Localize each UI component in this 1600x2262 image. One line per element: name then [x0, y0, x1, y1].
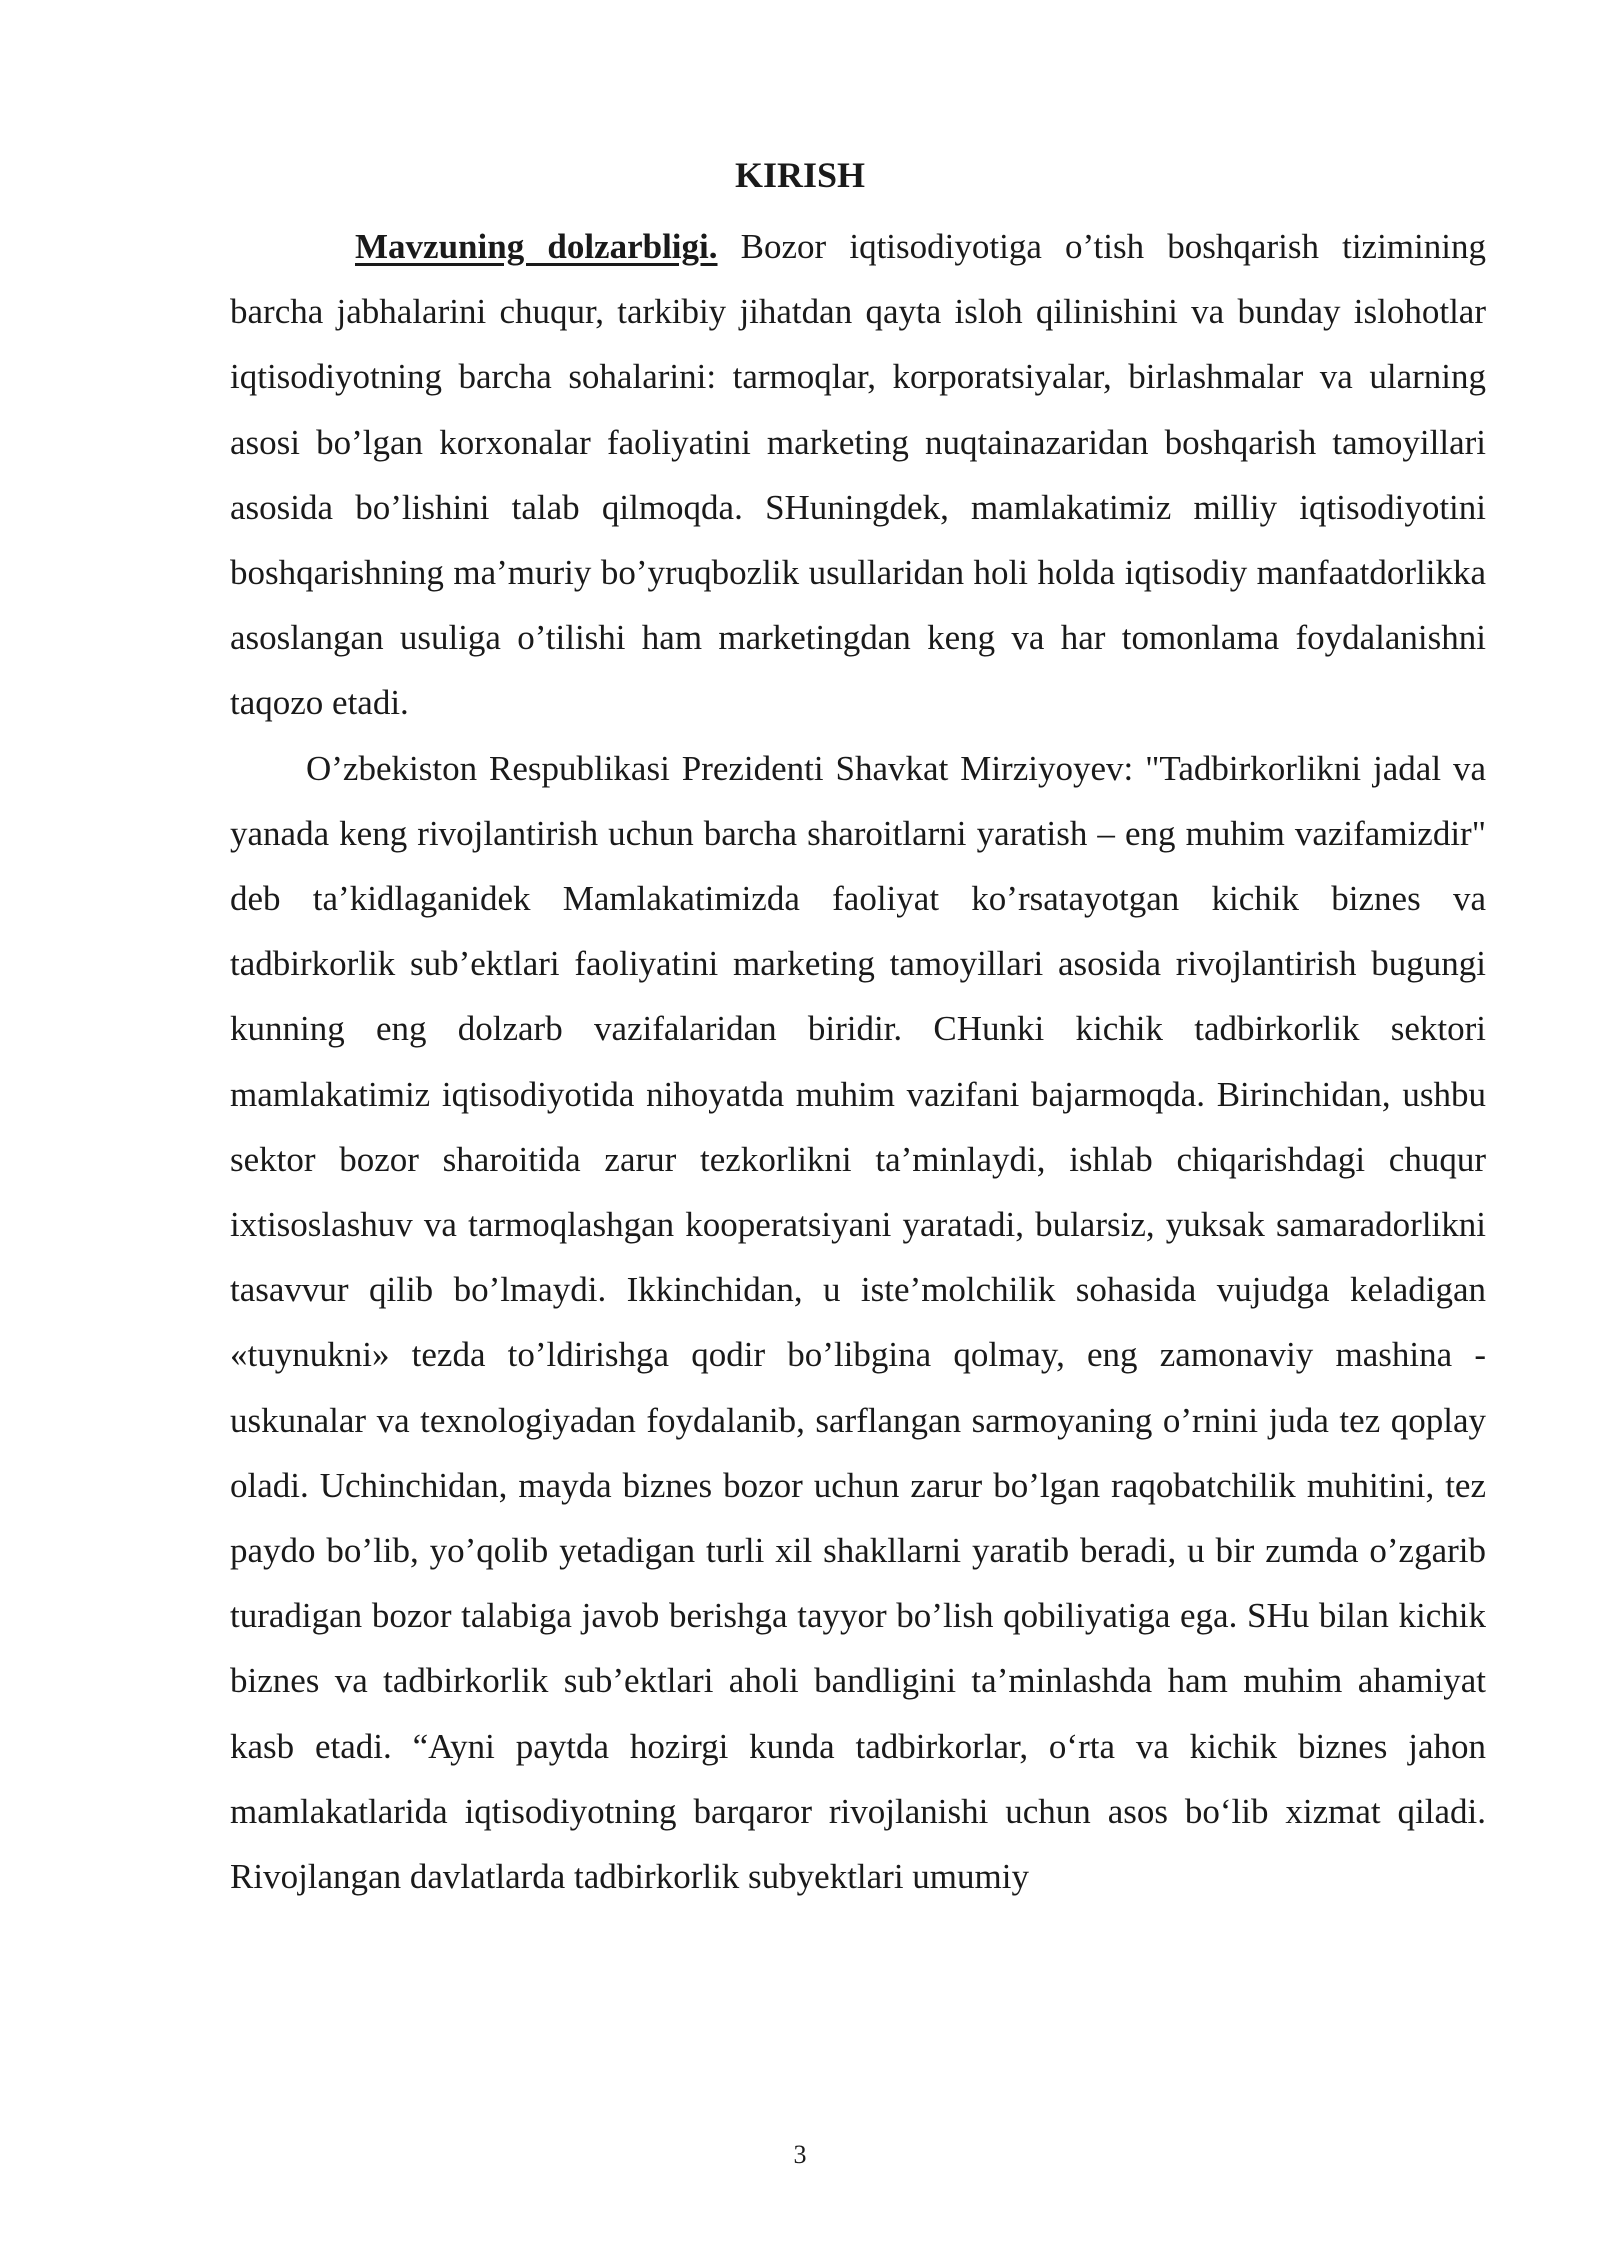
- body-text: [230, 214, 1486, 1909]
- paragraph-relevance: [230, 214, 1486, 736]
- paragraph-president-quote: O’zbekiston Respublikasi Prezidenti Shavkat Mirziyoyev: "Tadbirkorlikni jadal va yanada keng rivojlantirish uchun barcha sharoitlarni yaratish – eng muhim vazifamizdir" deb ta’kidlaganidek Mamlakatimizda faoliyat ko’rsatayotgan kichik biznes va tadbirkorlik sub’ektlari faoliyatini marketing tamoyillari asosida rivojlantirish bugungi kunning eng dolzarb vazifalaridan biridir. CHunki kichik tadbirkorlik sektori mamlakatimiz iqtisodiyotida nihoyatda muhim vazifani bajarmoqda. Birinchidan, ushbu sektor bozor sharoitida zarur tezkorlikni ta’minlaydi, ishlab chiqarishdagi chuqur ixtisoslashuv va tarmoqlashgan kooperatsiyani yaratadi, bularsiz, yuksak samaradorlikni tasavvur qilib bo’lmaydi. Ikkinchidan, u iste’molchilik sohasida vujudga keladigan «tuynukni» tezda to’ldirishga qodir bo’libgina qolmay, eng zamonaviy mashina - uskunalar va texnologiyadan foydalanib, sarflangan sarmoyaning o’rnini juda tez qoplay oladi. Uchinchidan, mayda biznes bozor uchun zarur bo’lgan raqobatchilik muhitini, tez paydo bo’lib, yo’qolib yetadigan turli xil shakllarni yaratib beradi, u bir zumda o’zgarib turadigan bozor talabiga javob berishga tayyor bo’lish qobiliyatiga ega. SHu bilan kichik biznes va tadbirkorlik sub’ektlari aholi bandligini ta’minlashda ham muhim ahamiyat kasb etadi. “Ayni paytda hozirgi kunda tadbirkorlar, o‘rta va kichik biznes jahon mamlakatlarida iqtisodiyotning barqaror rivojlanishi uchun asos bo‘lib xizmat qiladi. Rivojlangan davlatlarda tadbirkorlik subyektlari umumiy: [230, 748, 1486, 1897]
- paragraph-relevance-text: Bozor iqtisodiyotiga o’tish boshqarish tizimining barcha jabhalarini chuqur, tarkibiy jihatdan qayta isloh qilinishini va bunday islohotlar iqtisodiyotning barcha sohalarini: tarmoqlar, korporatsiyalar, birlashmalar va ularning asosi bo’lgan korxonalar faoliyatini marketing nuqtainazaridan boshqarish tamoyillari asosida bo’lishini talab qilmoqda. SHuningdek, mamlakatimiz milliy iqtisodiyotini boshqarishning ma’muriy bo’yruqbozlik usullaridan holi holda iqtisodiy manfaatdorlikka asoslangan usuliga o’tilishi ham marketingdan keng va har tomonlama foydalanishni taqozo etadi.: [230, 227, 1486, 723]
- page-title: KIRISH: [734, 155, 866, 195]
- page-number: 3: [793, 2140, 807, 2169]
- section-lead-heading: Mavzuning dolzarbligi.: [355, 227, 718, 266]
